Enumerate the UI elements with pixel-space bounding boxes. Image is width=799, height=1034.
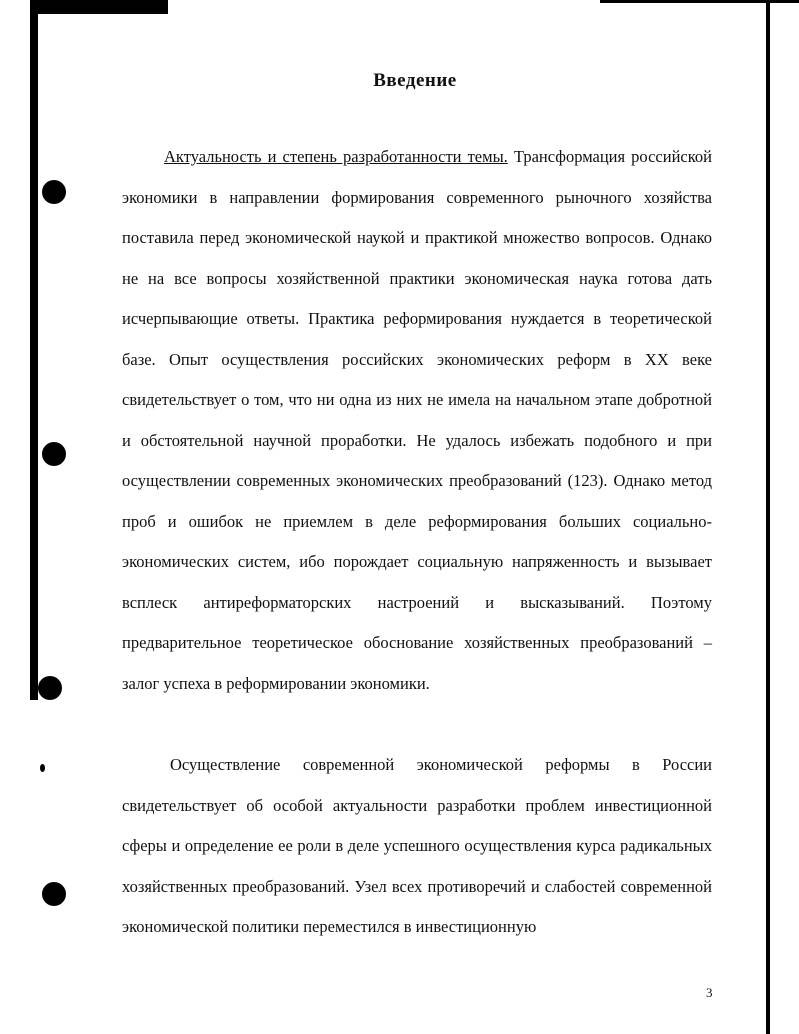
scan-top-edge: [38, 0, 168, 14]
scan-right-edge: [766, 0, 770, 1034]
punch-hole: [42, 442, 66, 466]
scan-speck: [40, 764, 45, 772]
paragraph-reform: Осуществление современной экономической реформы в России свидетельствует об особой актуальности разработки проблем инвестиционной сферы и определение ее роли в деле успешного осуществления курса радикальных хозяйственных преобразований. Узел всех противоречий и слабостей современной экономической политики переместился в инвестиционную: [122, 755, 712, 936]
punch-hole: [42, 882, 66, 906]
paragraph-actuality: [122, 137, 712, 704]
scan-left-edge: [30, 0, 38, 700]
paragraph-text: Трансформация российской экономики в направлении формирования современного рыночного хозяйства поставила перед экономической наукой и практикой множество вопросов. Однако не на все вопросы хозяйственной практики экономическая наука готова дать исчерпывающие ответы. Практика реформирования нуждается в теоретической базе. Опыт осуществления российских экономических реформ в XX веке свидетельствует о том, что ни одна из них не имела на начальном этапе добротной и обстоятельной научной проработки. Не удалось избежать подобного и при осуществлении современных экономических преобразований (123). Однако метод проб и ошибок не приемлем в деле реформирования больших социально-экономических систем, ибо порождает социальную напряженность и вызывает всплеск антиреформаторских настроений и высказываний. Поэтому предварительное теоретическое обоснование хозяйственных преобразований – залог успеха в реформировании экономики.: [122, 147, 712, 693]
page-title: Введение: [373, 70, 457, 91]
punch-hole: [38, 676, 62, 700]
punch-hole: [42, 180, 66, 204]
page-number: 3: [706, 985, 713, 1000]
section-heading: Актуальность и степень разработанности темы.: [164, 147, 508, 166]
